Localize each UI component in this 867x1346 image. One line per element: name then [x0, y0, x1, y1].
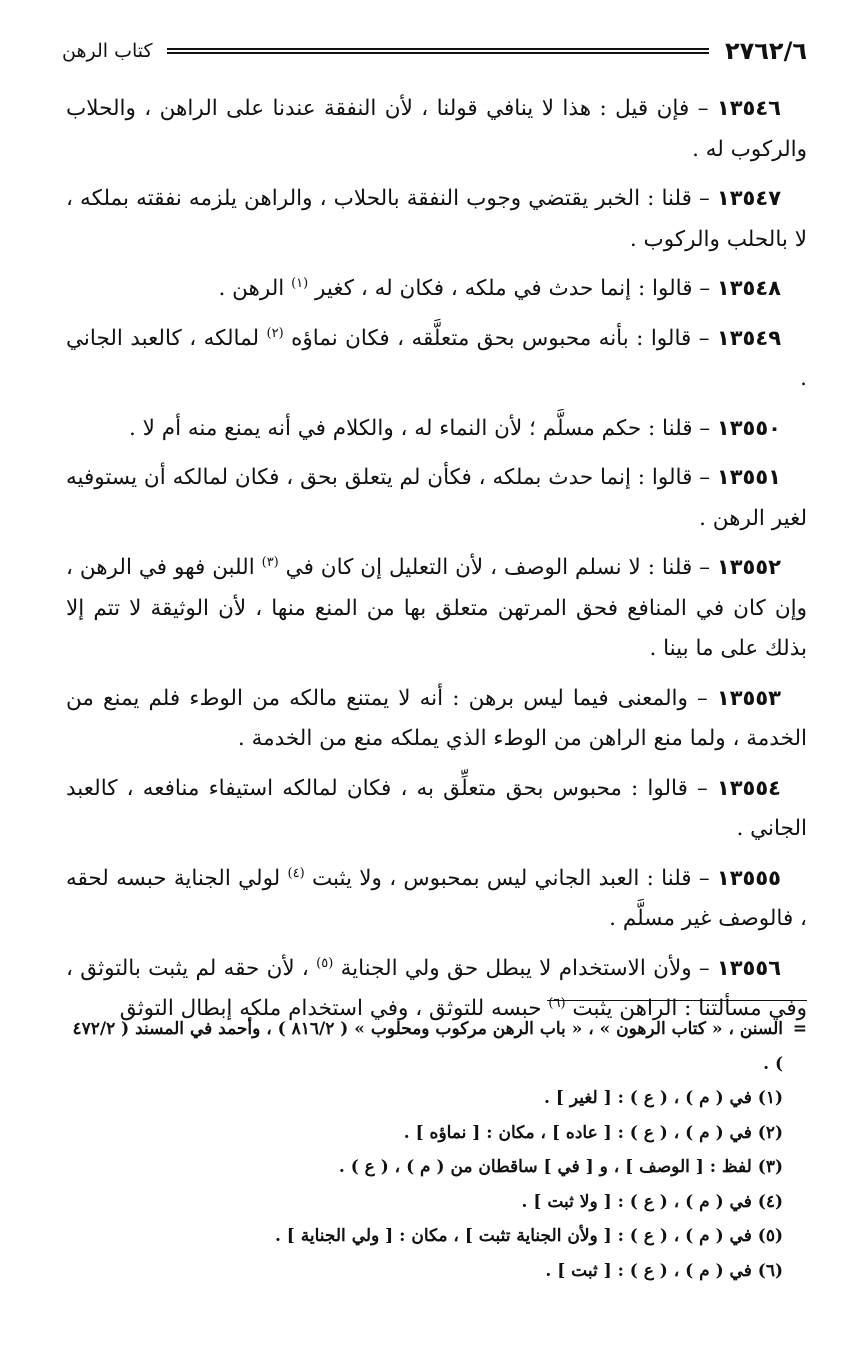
paragraph-number: ١٣٥٥٤	[716, 775, 781, 800]
paragraph-number: ١٣٥٤٩	[716, 325, 782, 350]
paragraph-text: اللبن فهو في الرهن ، وإن كان في المنافع فحق المرتهن متعلق بها من المنع منها ، لأن الوثيقة لا تتم إلا بذلك على ما بينا .	[66, 555, 807, 661]
paragraph-text: قلنا : حكم مسلَّم ؛ لأن النماء له ، والكلام في أنه يمنع منه أم لا .	[129, 415, 693, 441]
footnotes	[66, 1012, 807, 1288]
paragraph-13550: ١٣٥٥٠ – قلنا : حكم مسلَّم ؛ لأن النماء له ، والكلام في أنه يمنع منه أم لا .	[129, 415, 781, 441]
paragraph-text: قالوا : بأنه محبوس بحق متعلَّقه ، فكان نماؤه	[291, 325, 692, 351]
paragraph-text: قلنا : الخبر يقتضي وجوب النفقة بالحلاب ، والراهن يلزمه نفقته بملكه ، لا بالحلب والركوب .	[66, 186, 807, 252]
paragraph-text: ولأن الاستخدام لا يبطل حق ولي الجناية	[340, 955, 692, 981]
page-number: ٢٧٦٢/٦	[724, 37, 807, 65]
paragraph-13553: ١٣٥٥٣ – والمعنى فيما ليس برهن : أنه لا يمتنع مالكه من الوطء فلم يمنع من الخدمة ، ولما منع الراهن من الوطء الذي يملكه منع من الخدمة .	[66, 685, 807, 751]
paragraph-text: قالوا : إنما حدث في ملكه ، فكان له ، كغير	[315, 276, 693, 301]
paragraph-number: ١٣٥٤٦	[716, 96, 781, 120]
footnote-6: (٦) في ( م ) ، ( ع ) : [ ثبت ] .	[545, 1260, 783, 1281]
footnote-2: (٢) في ( م ) ، ( ع ) : [ عاده ] ، مكان : [ نماؤه ] .	[403, 1122, 783, 1143]
footnote-ref[interactable]: (٣)	[261, 554, 279, 570]
paragraph-text: قلنا : لا نسلم الوصف ، لأن التعليل إن كان في	[285, 555, 693, 580]
footnote-ref[interactable]: (٦)	[548, 995, 566, 1011]
paragraph-text: والمعنى فيما ليس برهن : أنه لا يمتنع مالكه من الوطء فلم يمنع من الخدمة ، ولما منع الراهن من الوطء الذي يملكه منع من الخدمة .	[66, 685, 807, 751]
footnote-1: (١) في ( م ) ، ( ع ) : [ لغير ] .	[544, 1088, 783, 1108]
footnote-5: (٥) في ( م ) ، ( ع ) : [ ولأن الجناية تثبت ] ، مكان : [ ولي الجناية ] .	[274, 1226, 783, 1246]
paragraph-text: حبسه للتوثق ، وفي استخدام ملكه إبطال التوثق	[119, 996, 542, 1021]
footnote-text: السنن ، « كتاب الرهون » ، « باب الرهن مركوب ومحلوب » ( ٨١٦/٢ ) ، وأحمد في المسند ( ٤٧٢/٢ ) .	[72, 1019, 783, 1074]
paragraph-13552: ١٣٥٥٢ – قلنا : لا نسلم الوصف ، لأن التعليل إن كان في $^{(٣)}$ اللبن فهو في الرهن ، وإن كان في المنافع فحق المرتهن متعلق بها من المنع منها ، لأن الوثيقة لا تتم إلا بذلك على ما بينا .	[66, 554, 807, 661]
paragraph-number: ١٣٥٥٠	[716, 415, 781, 440]
paragraph-text: الرهن .	[218, 276, 285, 301]
header-double-rule	[167, 48, 709, 54]
paragraph-13555: ١٣٥٥٥ – قلنا : العبد الجاني ليس بمحبوس ، ولا يثبت $^{(٤)}$ لولي الجناية حبسه لحقه ، فالوصف غير مسلَّم .	[66, 865, 807, 931]
paragraph-number: ١٣٥٥٥	[716, 865, 781, 890]
footnote-ref[interactable]: (٢)	[266, 325, 284, 341]
paragraph-text: فإن قيل : هذا لا ينافي قولنا ، لأن النفقة عندنا على الراهن ، والحلاب والركوب له .	[66, 96, 807, 162]
footnote-ref[interactable]: (٥)	[316, 955, 334, 971]
main-text	[66, 88, 807, 1038]
paragraph-13546: ١٣٥٤٦ – فإن قيل : هذا لا ينافي قولنا ، لأن النفقة عندنا على الراهن ، والحلاب والركوب له .	[66, 96, 807, 162]
paragraph-text: قلنا : العبد الجاني ليس بمحبوس ، ولا يثبت	[311, 865, 692, 891]
paragraph-13551: ١٣٥٥١ – قالوا : إنما حدث بملكه ، فكأن لم يتعلق بحق ، فكان لمالكه أن يستوفيه لغير الرهن .	[66, 465, 807, 531]
paragraph-number: ١٣٥٥٦	[716, 955, 782, 980]
paragraph-number: ١٣٥٤٧	[716, 186, 782, 210]
paragraph-text: ، لأن حقه لم يثبت بالتوثق ، وفي مسألتنا : الراهن يثبت	[66, 955, 807, 1021]
footnote-continuation	[66, 1012, 807, 1081]
paragraph-number: ١٣٥٥١	[716, 465, 781, 489]
page-header	[62, 34, 807, 68]
footnote-divider	[547, 1000, 807, 1001]
paragraph-number: ١٣٥٥٣	[716, 685, 781, 710]
paragraph-text: لولي الجناية حبسه لحقه ، فالوصف غير مسلَّم .	[66, 865, 807, 931]
paragraph-13547: ١٣٥٤٧ – قلنا : الخبر يقتضي وجوب النفقة بالحلاب ، والراهن يلزمه نفقته بملكه ، لا بالحلب والركوب .	[66, 186, 807, 252]
paragraph-13549: ١٣٥٤٩ – قالوا : بأنه محبوس بحق متعلَّقه ، فكان نماؤه $^{(٢)}$ لمالكه ، كالعبد الجاني .	[66, 325, 807, 391]
paragraph-text: قالوا : محبوس بحق متعلِّق به ، فكان لمالكه استيفاء منافعه ، كالعبد الجاني .	[66, 775, 807, 841]
paragraph-13548: ١٣٥٤٨ – قالوا : إنما حدث في ملكه ، فكان له ، كغير $^{(١)}$ الرهن .	[218, 275, 781, 301]
paragraph-number: ١٣٥٥٢	[716, 555, 781, 579]
paragraph-text: لمالكه ، كالعبد الجاني .	[66, 325, 807, 391]
paragraph-number: ١٣٥٤٨	[716, 276, 781, 300]
footnote-ref[interactable]: (٤)	[287, 865, 305, 881]
paragraph-13556: ١٣٥٥٦ – ولأن الاستخدام لا يبطل حق ولي الجناية $^{(٥)}$ ، لأن حقه لم يثبت بالتوثق ، وفي مسألتنا : الراهن يثبت $^{(٦)}$ حبسه للتوثق ، وفي استخدام ملكه إبطال التوثق	[66, 955, 807, 1021]
footnote-3: (٣) لفظ : [ الوصف ] ، و [ في ] ساقطان من ( م ) ، ( ع ) .	[338, 1157, 783, 1177]
book-title: كتاب الرهن	[62, 40, 153, 62]
paragraph-text: قالوا : إنما حدث بملكه ، فكأن لم يتعلق بحق ، فكان لمالكه أن يستوفيه لغير الرهن .	[66, 465, 807, 531]
continuation-mark: =	[792, 1019, 807, 1039]
footnote-ref[interactable]: (١)	[291, 275, 309, 291]
footnote-4: (٤) في ( م ) ، ( ع ) : [ ولا ثبت ] .	[521, 1191, 783, 1212]
paragraph-13554: ١٣٥٥٤ – قالوا : محبوس بحق متعلِّق به ، فكان لمالكه استيفاء منافعه ، كالعبد الجاني .	[66, 775, 807, 841]
